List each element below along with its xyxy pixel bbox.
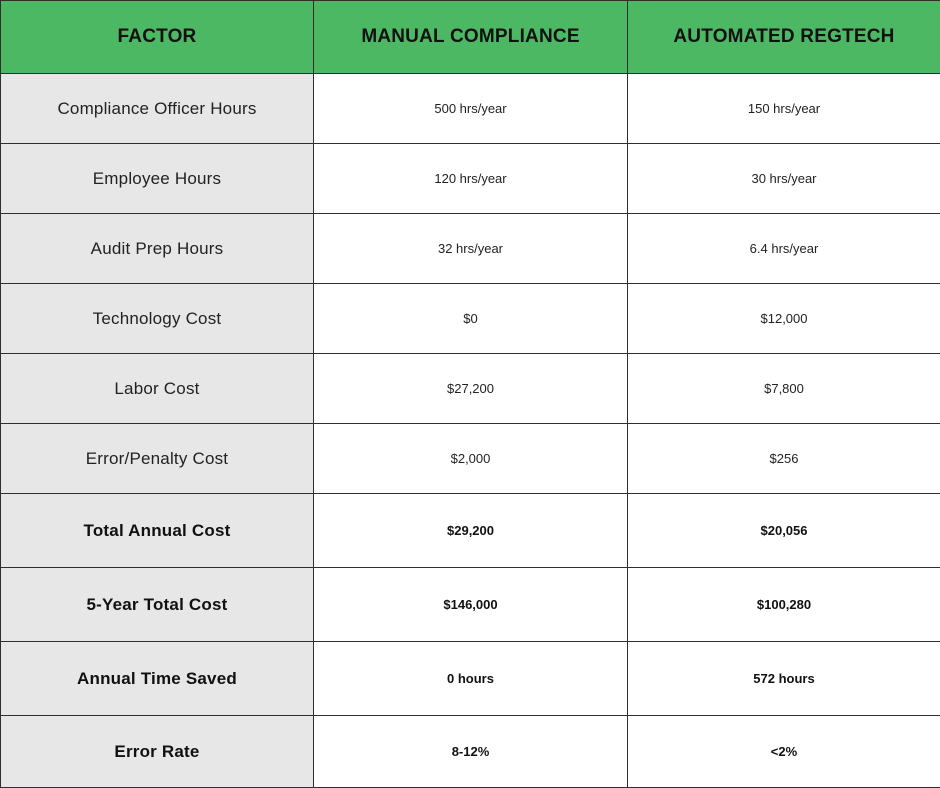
row-manual-value: $0 — [314, 283, 628, 353]
row-manual-value: $2,000 — [314, 423, 628, 493]
header-automated-regtech: AUTOMATED REGTECH — [628, 0, 940, 73]
row-automated-value: $12,000 — [628, 283, 940, 353]
row-factor-5-year-total-cost: 5-Year Total Cost — [1, 567, 314, 641]
row-factor: Technology Cost — [1, 283, 314, 353]
row-manual-value: 0 hours — [314, 641, 628, 715]
row-automated-value: $256 — [628, 423, 940, 493]
row-manual-value: $27,200 — [314, 353, 628, 423]
row-automated-value: 30 hrs/year — [628, 143, 940, 213]
row-manual-value: 8-12% — [314, 715, 628, 787]
row-automated-value: $7,800 — [628, 353, 940, 423]
row-manual-value: $146,000 — [314, 567, 628, 641]
row-factor: Labor Cost — [1, 353, 314, 423]
row-factor-error-rate: Error Rate — [1, 715, 314, 787]
row-automated-value: 572 hours — [628, 641, 940, 715]
header-manual-compliance: MANUAL COMPLIANCE — [314, 0, 628, 73]
row-automated-value: 6.4 hrs/year — [628, 213, 940, 283]
header-factor: FACTOR — [1, 0, 314, 73]
row-manual-value: 500 hrs/year — [314, 73, 628, 143]
row-factor: Audit Prep Hours — [1, 213, 314, 283]
row-factor: Error/Penalty Cost — [1, 423, 314, 493]
row-factor-total-annual-cost: Total Annual Cost — [1, 493, 314, 567]
row-factor-annual-time-saved: Annual Time Saved — [1, 641, 314, 715]
row-automated-value: $100,280 — [628, 567, 940, 641]
row-factor: Compliance Officer Hours — [1, 73, 314, 143]
row-automated-value: $20,056 — [628, 493, 940, 567]
row-manual-value: $29,200 — [314, 493, 628, 567]
row-automated-value: 150 hrs/year — [628, 73, 940, 143]
row-automated-value: <2% — [628, 715, 940, 787]
row-factor: Employee Hours — [1, 143, 314, 213]
row-manual-value: 120 hrs/year — [314, 143, 628, 213]
row-manual-value: 32 hrs/year — [314, 213, 628, 283]
